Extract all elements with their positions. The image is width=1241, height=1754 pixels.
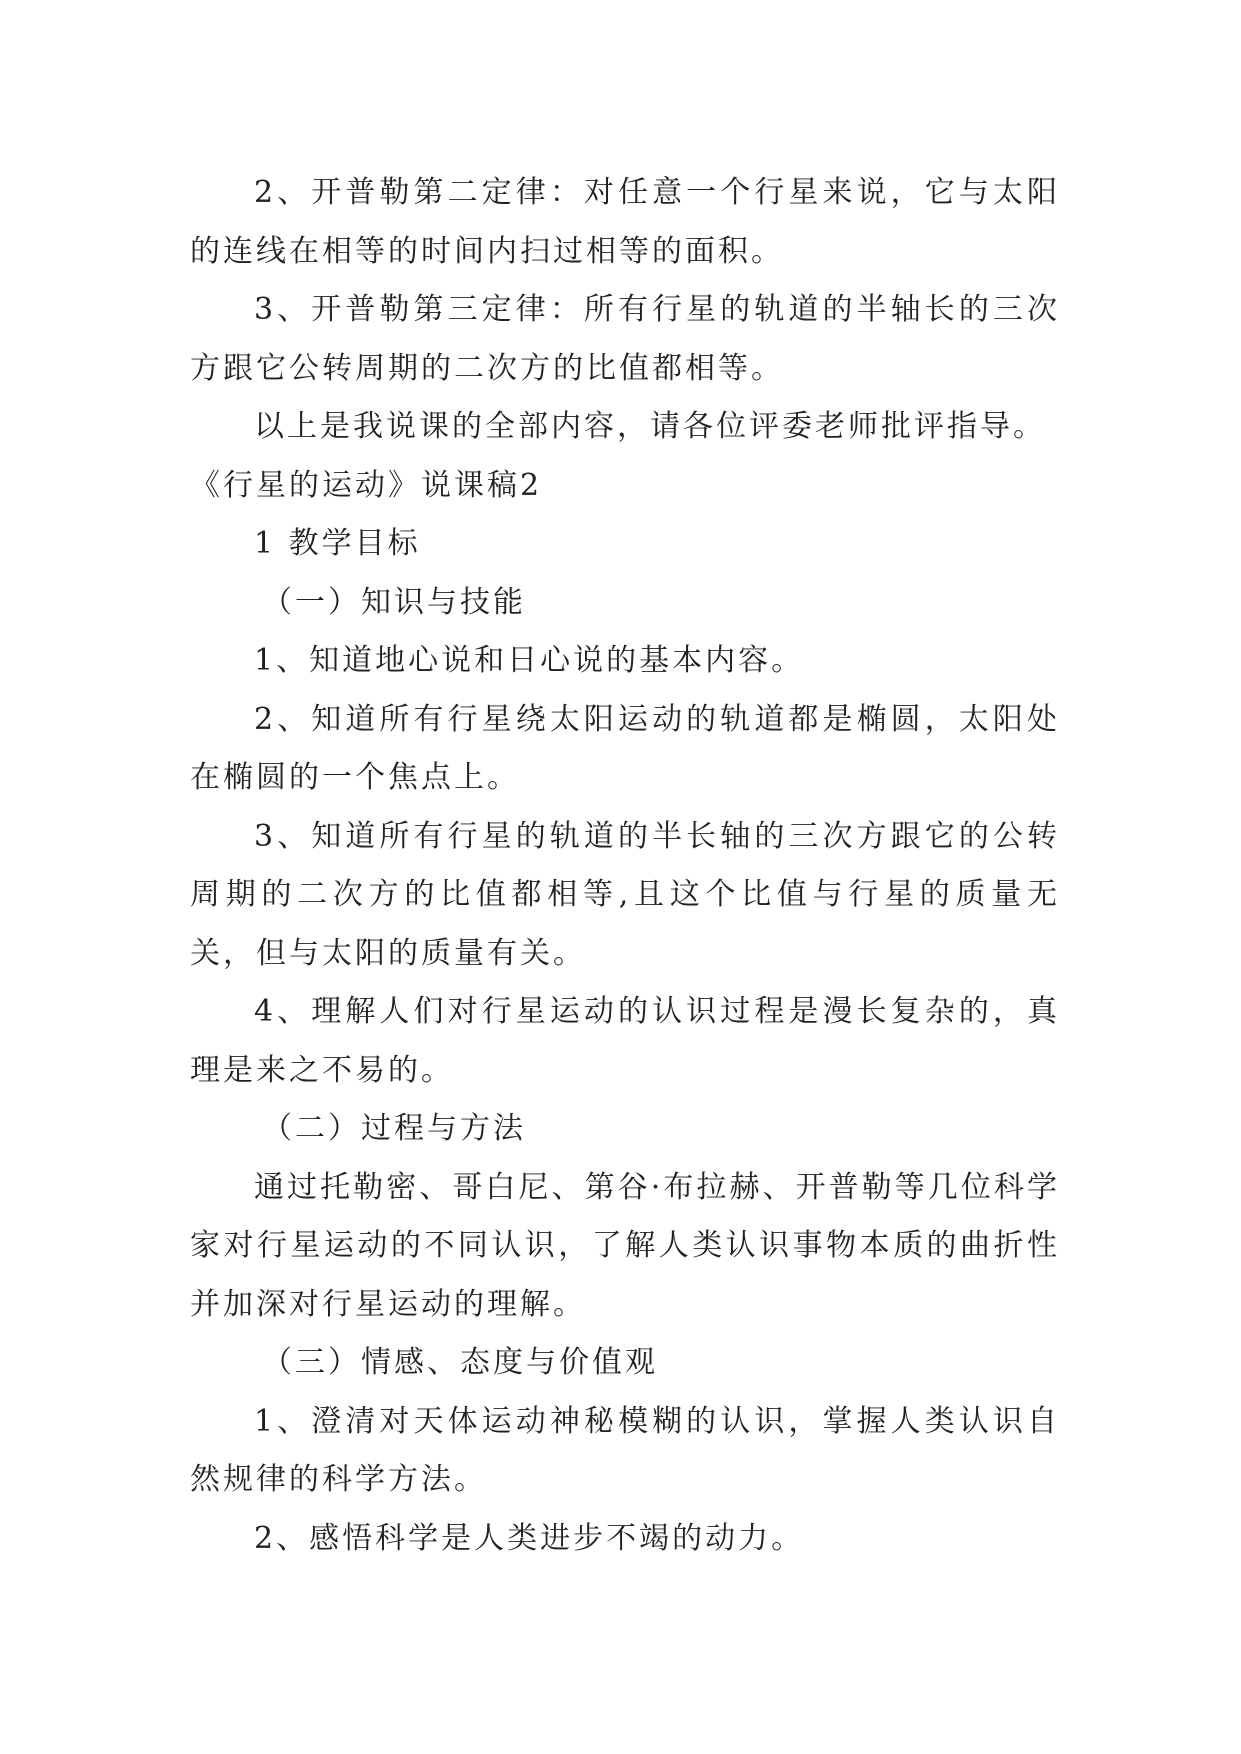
list-item-goal-3: 3、知道所有行星的轨道的半长轴的三次方跟它的公转周期的二次方的比值都相等,且这个比值与行星的质量无关，但与太阳的质量有关。: [190, 818, 1060, 971]
paragraph-kepler-second-law: 2、开普勒第二定律：对任意一个行星来说，它与太阳的连线在相等的时间内扫过相等的面积。: [190, 175, 1060, 269]
list-item-value-1: 1、澄清对天体运动神秘模糊的认识，掌握人类认识自然规律的科学方法。: [190, 1403, 1060, 1497]
subheading-knowledge-skills: （一）知识与技能: [262, 584, 526, 620]
list-item-goal-4: 4、理解人们对行星运动的认识过程是漫长复杂的，真理是来之不易的。: [190, 994, 1060, 1088]
list-item-goal-2: 2、知道所有行星绕太阳运动的轨道都是椭圆，太阳处在椭圆的一个焦点上。: [190, 701, 1060, 795]
list-item-value-2: 2、感悟科学是人类进步不竭的动力。: [254, 1520, 805, 1556]
paragraph-closing-remarks: 以上是我说课的全部内容，请各位评委老师批评指导。: [254, 409, 1046, 444]
section-title: 《行星的运动》说课稿2: [190, 467, 543, 503]
subheading-values: （三）情感、态度与价值观: [262, 1345, 658, 1380]
paragraph-process-methods: 通过托勒密、哥白尼、第谷·布拉赫、开普勒等几位科学家对行星运动的不同认识，了解人类认识事物本质的曲折性并加深对行星运动的理解。: [190, 1169, 1060, 1322]
list-item-goal-1: 1、知道地心说和日心说的基本内容。: [254, 643, 805, 678]
subheading-process-methods: （二）过程与方法: [262, 1111, 526, 1146]
heading-teaching-goals: 1 教学目标: [254, 526, 421, 561]
paragraph-kepler-third-law: 3、开普勒第三定律：所有行星的轨道的半轴长的三次方跟它公转周期的二次方的比值都相等。: [190, 292, 1060, 386]
document-body: [190, 164, 1060, 1568]
